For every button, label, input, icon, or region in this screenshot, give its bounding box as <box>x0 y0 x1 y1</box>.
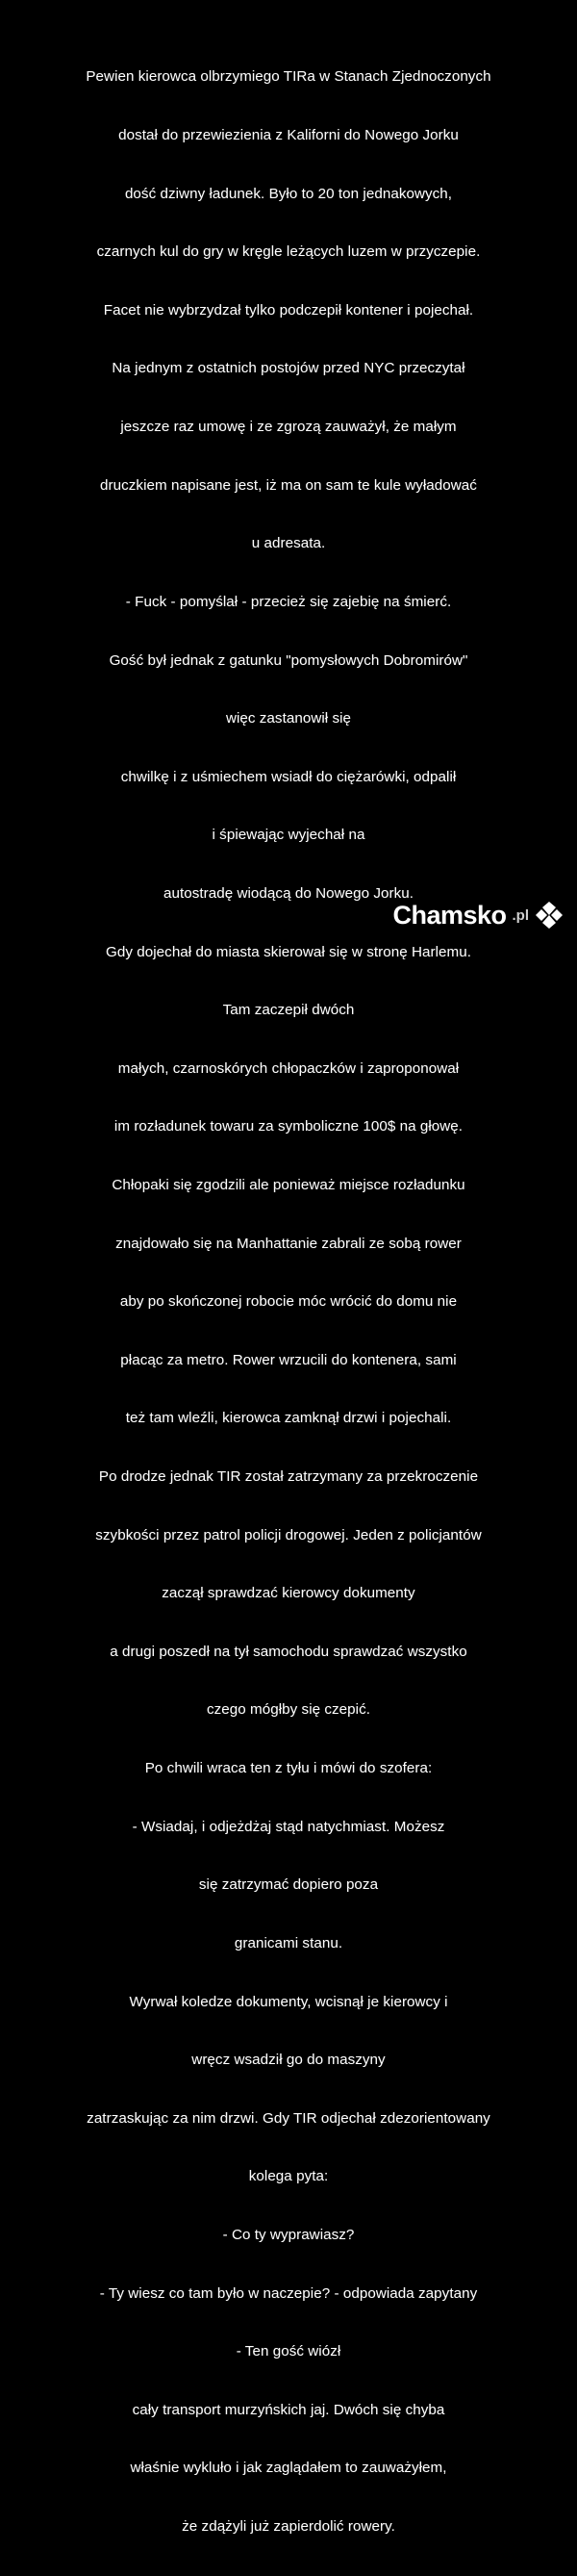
joke-line: dość dziwny ładunek. Było to 20 ton jednakowych, <box>124 185 453 202</box>
joke-line: im rozładunek towaru za symboliczne 100$ na głowę. <box>113 1118 464 1135</box>
joke-line: zaczął sprawdzać kierowcy dokumenty <box>162 1585 415 1602</box>
joke-line: - Wsiadaj, i odjeżdżaj stąd natychmiast. Możesz <box>132 1818 445 1835</box>
joke-line: druczkiem napisane jest, iż ma on sam te kule wyładować <box>100 476 477 494</box>
joke-line: Gość był jednak z gatunku "pomysłowych Dobromirów" <box>109 651 468 669</box>
joke-line: i śpiewając wyjechał na <box>212 827 365 844</box>
joke-line: chwilkę i z uśmiechem wsiadł do ciężarówki, odpalił <box>120 768 457 785</box>
joke-line: Po drodze jednak TIR został zatrzymany za przekroczenie <box>98 1468 479 1486</box>
joke-line: - Fuck - pomyślał - przecież się zajebię na śmierć. <box>125 593 452 610</box>
chamsko-logo-icon <box>535 901 564 930</box>
joke-line: zatrzaskując za nim drzwi. Gdy TIR odjechał zdezorientowany <box>87 2109 490 2127</box>
joke-line: szybkości przez patrol policji drogowej. Jeden z policjantów <box>95 1526 482 1543</box>
joke-line: - Ty wiesz co tam było w naczepie? - odpowiada zapytany <box>99 2284 478 2302</box>
joke-line: Gdy dojechał do miasta skierował się w stronę Harlemu. <box>105 943 471 960</box>
joke-line: więc zastanowił się <box>225 710 352 727</box>
joke-line: cały transport murzyńskich jaj. Dwóch się chyba <box>132 2401 445 2418</box>
joke-line: właśnie wykluło i jak zaglądałem to zauważyłem, <box>130 2460 447 2477</box>
joke-line: płacąc za metro. Rower wrzucili do kontenera, sami <box>120 1351 457 1368</box>
watermark-suffix: .pl <box>512 906 529 924</box>
joke-line: znajdowało się na Manhattanie zabrali ze sobą rower <box>115 1235 462 1252</box>
joke-line: - Ten gość wiózł <box>236 2343 341 2360</box>
joke-line: a drugi poszedł na tył samochodu sprawdzać wszystko <box>110 1643 467 1660</box>
joke-line: aby po skończonej robocie móc wrócić do domu nie <box>119 1293 458 1311</box>
joke-line: u adresata. <box>251 535 326 552</box>
joke-line: jeszcze raz umowę i ze zgrozą zauważył, że małym <box>120 419 457 436</box>
joke-line: Tam zaczepił dwóch <box>222 1002 355 1019</box>
joke-line: Na jednym z ostatnich postojów przed NYC przeczytał <box>112 360 465 377</box>
joke-line: kolega pyta: <box>248 2168 329 2185</box>
joke-line: Chłopaki się zgodzili ale ponieważ miejsce rozładunku <box>112 1176 465 1193</box>
joke-line: się zatrzymać dopiero poza <box>198 1876 379 1894</box>
joke-text-block <box>0 29 577 2576</box>
joke-line: autostradę wiodącą do Nowego Jorku. <box>163 884 414 902</box>
joke-line: Facet nie wybrzydzał tylko podczepił kontener i pojechał. <box>103 301 474 319</box>
joke-line: czego mógłby się czepić. <box>206 1701 371 1719</box>
joke-line: też tam wleźli, kierowca zamknął drzwi i pojechali. <box>125 1410 452 1427</box>
watermark-brand: Chamsko <box>392 900 507 930</box>
joke-line: - Co ty wyprawiasz? <box>222 2226 355 2243</box>
joke-line: dostał do przewiezienia z Kaliforni do Nowego Jorku <box>118 127 459 144</box>
joke-line: Wyrwał koledze dokumenty, wcisnął je kierowcy i <box>129 1993 448 2010</box>
joke-line: wręcz wsadził go do maszyny <box>191 2052 386 2069</box>
joke-line: Po chwili wraca ten z tyłu i mówi do szofera: <box>144 1760 433 1777</box>
watermark <box>392 901 564 930</box>
joke-line: granicami stanu. <box>234 1934 343 1951</box>
joke-line: że zdążyli już zapierdolić rowery. <box>182 2518 395 2535</box>
joke-line: małych, czarnoskórych chłopaczków i zaproponował <box>117 1059 460 1077</box>
joke-line: Pewien kierowca olbrzymiego TIRa w Stanach Zjednoczonych <box>86 68 491 86</box>
joke-line: czarnych kul do gry w kręgle leżących luzem w przyczepie. <box>96 243 481 261</box>
